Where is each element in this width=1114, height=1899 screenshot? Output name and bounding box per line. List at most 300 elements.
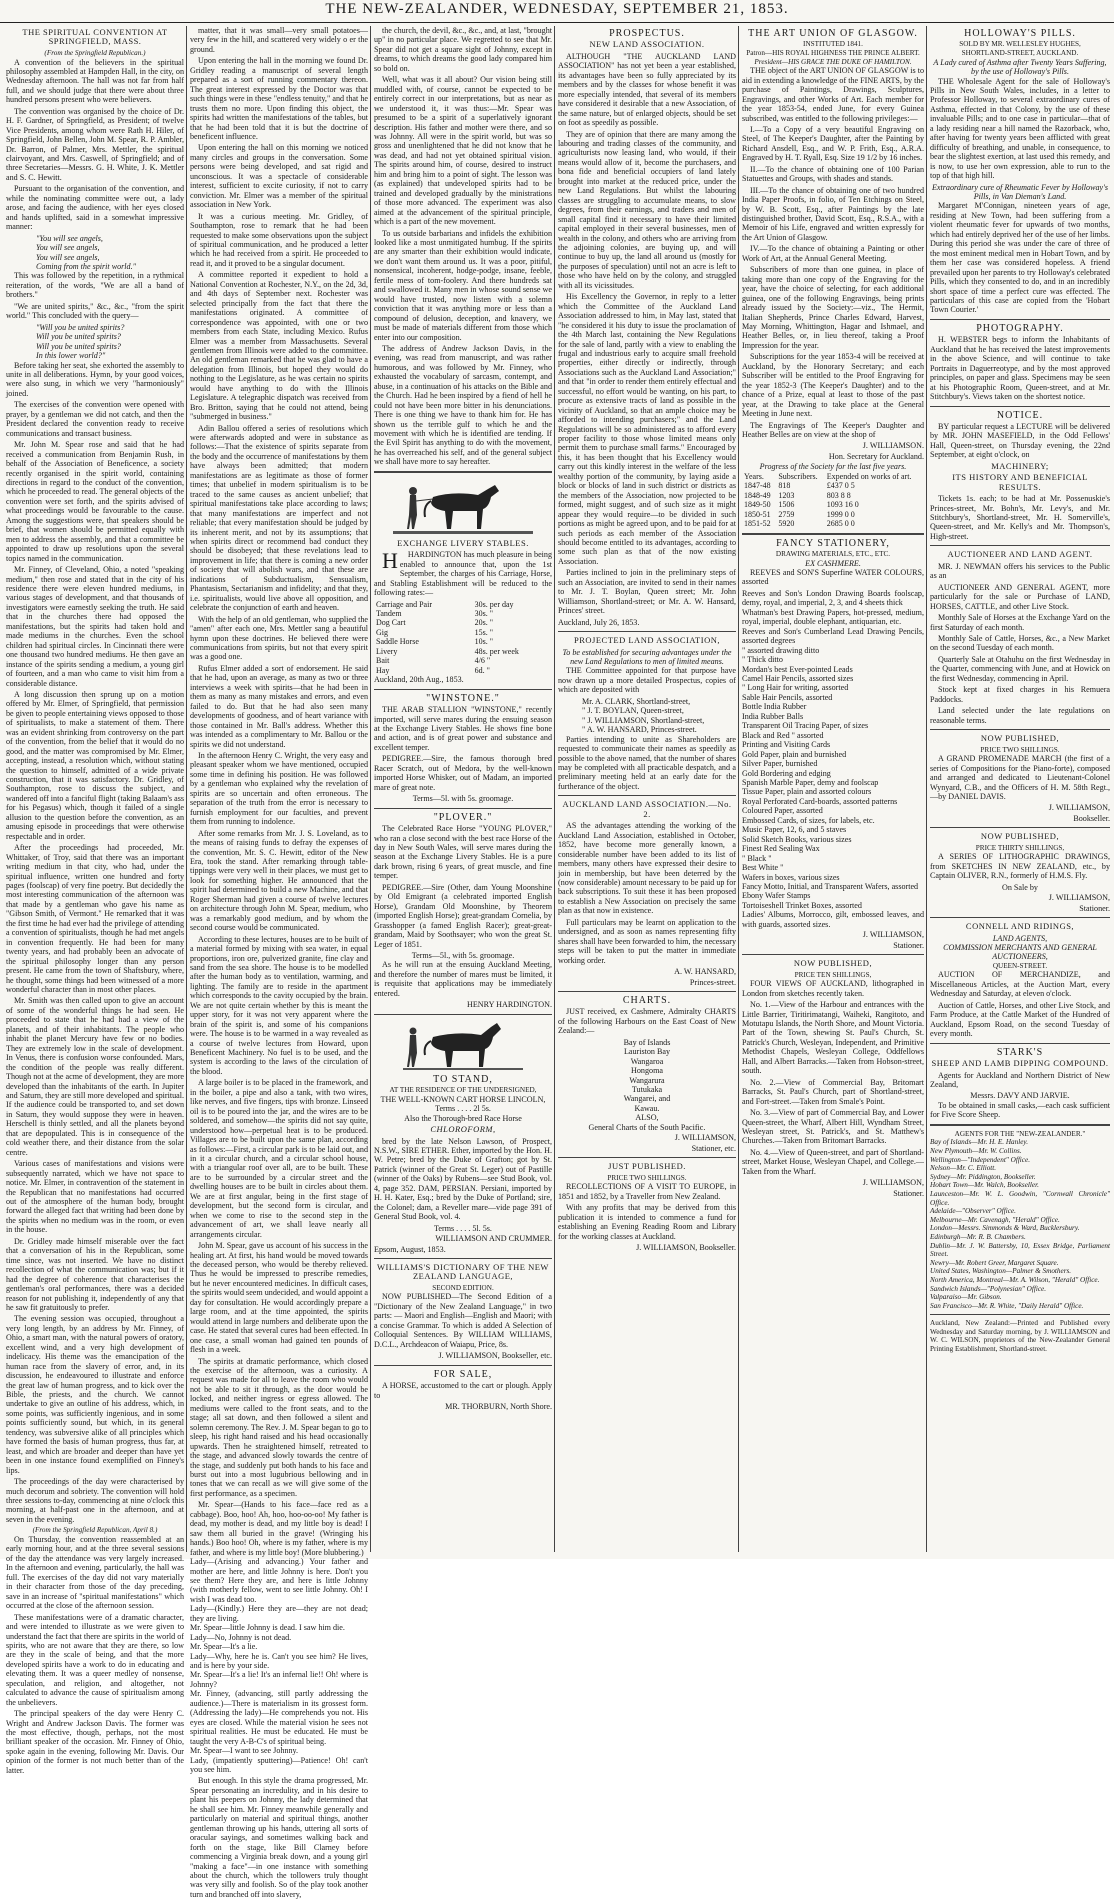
table-cell: Livery	[376, 646, 398, 656]
table-cell: 48s. per week	[474, 646, 519, 656]
table-row	[742, 491, 924, 500]
imprint: Auckland, New Zealand:—Printed and Published every Wednesday and Saturday morning, by J. WILLIAMSON and W. C. WILSON, proprietors of the New-Zealander General Printing Establishment, Shortland-street.	[930, 1319, 1110, 1354]
table-cell: 2685 0 0	[826, 519, 855, 529]
agent-item: Newry—Mr. Robert Greer, Margaret Square.	[930, 1258, 1059, 1267]
ad-body: bred by the late Nelson Lawson, of Prospect, N.S.W., SIRE ETHER. Ether, imported by the Hon. H. W. Petre; bred by the Duke of Grafton; got by St. Patrick (winner of the Great St. Leger) out of Pastille (winner of the Oaks) by Rubens—see Stud Book, vol. 4, page 352. DAM, PERSIAN. Persiani, imported by H. H. Kater, Esq.; bred by the Duke of Portland; sire, the Colonel; dam, a Reveller mare—vide page 391 of General Stud Book, vol. 4.	[374, 1136, 552, 1222]
ad-body: On Sale by	[1002, 882, 1038, 892]
table-header-row	[742, 472, 924, 481]
divider	[374, 689, 552, 690]
paragraph: Mr. John M. Spear rose and said that he had received a communication from Benjamin Rush, in behalf of the Association of Beneficence, a society recently organised in the spirit world, containing directions in regard to the conduct of the convention, which he proceeded to read. The general objects of the convention were set forth, and the spirits advised of what proceedings would be favourable to the cause. Among the suggestions were, that speakers should be brief, that women should be permitted equally with men to address the assembly, and that a committee be appointed to draw up resolutions upon the several topics named in the communication.	[6, 440, 184, 563]
poem	[36, 234, 184, 272]
paragraph: Dr. Gridley made himself miserable over the fact that a conversation of his in the Republican, some time since, was not inserted. We have no distinct recollection of what the communication was; but if it had the degree of coherence that characterises the gentleman's oral performances, there was a decided reason for not publishing it, independently of any that he saw fit gratuitously to prefer.	[6, 1236, 184, 1312]
table-cell: 30s. per day	[474, 599, 514, 609]
table-cell: 1093 16 0	[826, 500, 859, 510]
divider	[930, 827, 1110, 828]
ad-signature: J. WILLIAMSON, Bookseller, etc.	[438, 1351, 552, 1361]
paragraph: The proceedings of the day were characterised by much decorum and sobriety. The convention will hold three sessions to-day, commencing at nine o'clock this morning, at half-past one in the afternoon, and at seven in the evening.	[6, 1477, 184, 1524]
paragraph: But enough. In this style the drama progressed, Mr. Spear personating an incredulity, and in his desire to plant his peepers on Johnny, the lady determined that he shall see him. Mr. Finney meanwhile generally and particularly on material and spiritual things, another gentleman throwing up his hands, uttering all sorts of oracular sayings, and sometimes walking back and forth on the stage, like Bill Clarney before commencing a Virginia break down, and a young girl "making a face"—in one instance with something about the church, which the tollowers truly thought was very silly and foolish. So of the play took another turn and branched off into slavery,	[190, 1776, 368, 1899]
ad-subtitle: SECOND EDITION.	[432, 1283, 494, 1292]
list-item: " Black "	[742, 853, 772, 863]
ad-subtitle: Extraordinary cure of Rheumatic Fever by Holloway's Pills, in Van Dieman's Land.	[931, 182, 1108, 201]
ad-body: H. WEBSTER begs to inform the Inhabitants of Auckland that he has received the latest improvements in the above Science, and will continue to take Portraits in Daguerreotype, and by the most approved principles, on paper and glass. Specimens may be seen at his Photographic Room, Queen-street, and at Mr. Stitchbury's. Views taken on the shortest notice.	[930, 335, 1110, 402]
ad-subtitle: COMMISSION MERCHANTS AND GENERAL AUCTIONEERS,	[943, 942, 1097, 962]
paragraph: "We are united spirits," &c., &c., "from the spirit world." This concluded with the query—	[6, 301, 184, 321]
ad-terms: Terms . . . . 2l 5s.	[435, 1104, 491, 1114]
ad-signature: HENRY HARDINGTON.	[467, 1000, 552, 1010]
agent-item: London—Messrs. Simmonds & Ward, Bucklersbury.	[930, 1224, 1080, 1233]
table-cell: Hay	[376, 665, 390, 675]
ad-title: STARK'S	[996, 1046, 1044, 1058]
column-4	[558, 26, 736, 1552]
table-row	[374, 666, 552, 675]
paragraph: A long discussion then sprung up on a motion offered by Mr. Elmer, of Springfield, that permission be given to people entertaining views opposed to those of spiritualists, to make a statement of them. There was an evident shrinking from controversy on the part of the convention, from the belief that it would do no good, and the matter was compromised by Mr. Elmer, accepting, instead, a resolution which, without stating the question to himself, admitted of a wide private construction, that it was satisfactory. Dr. Gridley, of Southampton, rose to discuss the subject, and wandered off into a fanciful flight (taking Balaam's ass for his Pegasus) which, though it failed of a single allusion to the question before the convention, as an amusing episode in proceedings that were otherwise respectable and in order.	[6, 689, 184, 841]
list-item: Royal Perforated Card-boards, assorted patterns	[742, 796, 898, 806]
table-cell: 1849-50	[744, 500, 771, 510]
list-item: Printing and Visiting Cards	[742, 740, 831, 750]
agent-item: Edinburgh—Mr. R. B. Chambers.	[930, 1232, 1026, 1241]
table-cell: 5920	[778, 519, 795, 529]
ad-signature: J. WILLIAMSON.	[862, 441, 924, 451]
list-item: Best White "	[742, 863, 784, 873]
paragraph: The spirits at dramatic performance, which closed the exercise of the afternoon, was a curiosity. A request was made for all to leave the room who would not be able to sit it through, as the door would be locked, and neither ingress or egress allowed. The mediums were called to the front seats, and to the stage; all sat down, and then followed a silent and solemn ceremony. The Rev. J. M. Spear began to go to sleep, his right hand raised and his head occasionally upwards. Then he straightened himself, retreated to the stage, and advanced slowly towards the centre of the stage, and suddenly put both hands to his face and burst out into a most lugubrious bellowing and in tones that we can recall as we will give some of the first performance, as a specimen.	[190, 1356, 368, 1498]
ad-body: IV.—To the chance of obtaining a Painting or other Work of Art, at the Annual General Meeting.	[742, 244, 924, 263]
table-row	[374, 628, 552, 637]
ad-subtitle: PRICE THIRTY SHILLINGS,	[975, 843, 1065, 852]
ad-title: PROJECTED LAND ASSOCIATION,	[574, 635, 720, 646]
table-row	[374, 609, 552, 618]
table-row	[742, 510, 924, 519]
poem-line: You will see angels,	[36, 252, 100, 262]
column-rule	[370, 26, 371, 1552]
table-header: Expended on works of art.	[826, 471, 912, 481]
ad-signature: Hon. Secretary for Auckland.	[828, 451, 924, 461]
poem-line: "Will you be united spirits?	[36, 322, 125, 332]
list-item: Bay of Islands	[623, 1037, 671, 1047]
ad-body: AUCTIONEER AND GENERAL AGENT, more particularly for the sale or Purchase of LAND, HORSES, CATTLE, and other Live Stock.	[930, 582, 1110, 611]
ad-body	[374, 550, 552, 597]
list-item: Wangarura	[629, 1075, 665, 1085]
ad-body: II.—To the chance of obtaining one of 100 Parian Statuettes and Groups, with shades and stands.	[742, 164, 924, 184]
ad-subtitle: A Lady cured of Asthma after Twenty Years Suffering, by the use of Holloway's Pills.	[933, 57, 1107, 77]
ad-body: Subscribers of more than one guinea, in place of taking more than one copy of the Engraving for the year, have the choice of selecting, for each additional guinea, one of the following Engravings, being prints already issued by the Society:—viz., The Hermit, Italian Shepherds, Prince Charles Edward, Harvest, May Morning, Whittington, Hagar and Ishmael, and Heather Belles, or, in lieu thereof, taking a Proof Impression for the year.	[742, 265, 924, 350]
ad-body: Also the Thorough-bred Race Horse	[404, 1113, 522, 1123]
ad-body: MR. J. NEWMAN offers his services to the Public as an	[930, 561, 1110, 581]
paragraph: This was followed by the repetition, in a rythmical reiteration, of the words, "We are all a band of brothers."	[6, 271, 184, 300]
table-cell: 1506	[778, 500, 795, 510]
ad-body: PEDIGREE.—Sire (Other, dam Young Moonshine by Old Emigrant (a celebrated imported English Horse), Grandam Old Moonshine, by Theorem (imported English Horse); great-grandam Cornelia, by Grasshopper (a famed English Racer); great-great-grandam, Maid by Soothsayer; who won the great St. Leger of 1851.	[374, 882, 552, 949]
ad-body: THE ARAB STALLION "WINSTONE," recently imported, will serve mares during the ensuing season at the Exchange Livery Stables. He shows fine bone and action, and is of great power and substance and excellent temper.	[374, 705, 552, 752]
paragraph: Rufus Elmer added a sort of endorsement. He said that he had, upon an average, as many as two or three interviews a week with spirits—that he had been in them as many as many mistakes and errors, and even failed to do. But that he had also seen many developments of goodness, and of heart variance with those contained in Mr. Ball's address. Whether this was intended as a complimentary to Mr. Ballou or the spirits we did not understand.	[190, 663, 368, 749]
paragraph: matter, that it was small—very small potatoes—very few in the hill, and scattered very widely o er the ground.	[190, 26, 368, 54]
ad-signature: J. WILLIAMSON,	[674, 1133, 736, 1143]
list-item: Wangarei, and	[623, 1094, 671, 1104]
ad-body: RECOLLECTIONS OF A VISIT TO EUROPE, in 1851 and 1852, by a Traveller from New Zealand.	[558, 1182, 736, 1201]
paragraph: Mr. Finney, of Cleveland, Ohio, a noted "speaking medium," then rose and stated that in the city of his residence there were eleven hundred mediums, in various stages of development, and that thousands of investigators were earnestly seeking the truth. He said that in the churches there had opposed the manifestations, but the spirits had taken hold and made mediums in the churches. Even the school children had spiritual circles. In Cincinnati there were one thousand two hundred mediums. He then gave an instance of the spirits sending a medium, a young girl of fourteen, and a man who came to visit him from a considerable distance.	[6, 565, 184, 688]
ad-subtitle: PRICE TWO SHILLINGS.	[980, 745, 1060, 754]
divider	[558, 795, 736, 796]
list-item: " Long Hair for writing, assorted	[742, 683, 849, 693]
drop-cap: H	[382, 548, 398, 574]
paragraph: The principal speakers of the day were Henry C. Wright and Andrew Jackson Davis. The former was the most effective, though, perhaps, not the most brilliant speaker of the occasion. Mr. Finney of Ohio, spoke again in the evening, following Mr. Davis. Our opinion of the former is not much better than of the latter.	[6, 1709, 184, 1775]
agent-item: United States, Washington—Palmer & Smothers.	[930, 1267, 1072, 1276]
ad-patron: Patron—HIS ROYAL HIGHNESS THE PRINCE ALBERT.	[746, 49, 920, 58]
table-row	[374, 647, 552, 656]
ad-body: REEVES and SON'S Superfine WATER COLOURS, assorted	[742, 568, 924, 587]
list-item: Mr. A. CLARK, Shortland-street,	[582, 696, 691, 706]
divider	[558, 1157, 736, 1158]
list-item: Hongoma	[631, 1066, 663, 1076]
table-cell: 818	[778, 481, 791, 491]
agent-item: Launceston—Mr. W. L. Goodwin, "Cornwall Chronicle" Office.	[930, 1189, 1110, 1207]
ad-title: CHARTS.	[622, 994, 672, 1006]
ad-signature: MR. THORBURN, North Shore.	[445, 1402, 552, 1412]
divider	[742, 533, 924, 535]
divider	[374, 1014, 552, 1015]
list-item: Lauriston Bay	[623, 1047, 671, 1057]
list-item: India Rubber Balls	[742, 711, 804, 721]
paragraph: These manifestations were of a dramatic character, and were intended to illustrate as we were given to understand the fact that there are spirits in the world of spirits, who are not aware that they are there, so low are they in the scale of being, and that the more developed spirits have a work to do in educating and elevating them. It was a queer medley of nonsense, speculation, and religion, and altogether, not calculated to advance the cause of spiritualism among the unbelievers.	[6, 1612, 184, 1707]
column-3	[374, 26, 552, 1552]
list-item: " assorted drawing ditto	[742, 645, 820, 655]
list-item: Fancy Motto, Initial, and Transparent Wafers, assorted	[742, 881, 919, 891]
ad-body: General Charts of the South Pacific.	[588, 1122, 706, 1132]
dialogue: Mr. Spear—(Hands to his face—face red as a cabbage). Boo, hoo! Ah, hoo, hoo-oo-oo! My father is dead, my mother is dead, and my little boy is dead! I saw them all buried in the grave! (Wringing his hands.) Boo hoo! Oh, where is my father, where is my father, and where is my little boy! (More blubbering.) Lady—(Arising and advancing.) Your father and mother are here, and little Johnny is here. Don't you see them? Here they are, and here is little Johnny (with motherly fellow, went to see little Johnny. Oh! I wish I was dead too. Lady—(Kindly.) Here they are—they are not dead; they are living. Mr. Spear—little Johnny is dead. I saw him die. Lady—No, Johnny is not dead. Mr. Spear—It's a lie. Lady—Why, here he is. Can't you see him? He lives, and is here by your side. Mr. Spear—It's a lie! It's an infernal lie!! Oh! where is Johnny? Mr. Finney, (advancing, still partly addressing the audience.)—There is materialism in its grossest form. (Addressing the lady)—He comprehends you not. His eyes are closed. While the material vision he sees not spiritual realities. He must be educated. He must be taught the very A-B-C's of spiritual being. Mr. Spear—I want to see Johnny. Lady, (impatiently sputtering)—Patience! Oh! can't you see him.	[190, 1500, 368, 1775]
ad-body: They are of opinion that there are many among the labouring and trading classes of the community, and agriculturists now leasing land, who would, if their means would allow of it, become the purchasers, and bona fide and beneficial occupiers of land lately brought into market at the reduced price, under the new Land Regulations. But whilst the labouring classes are struggling to accumulate means, to slow degrees, from their earnings, and traders and men of small capital find it necessary to have their limited capital employed in their several businesses, men of wealth in the colony, and others who are arriving from the adjoining colonies, are buying up, and will continue to buy up, the land all around us (mostly for the purposes of speculation) until not an acre is left to those who have held on by the colony, and struggled with all its vicissitudes.	[558, 129, 736, 290]
paragraph: After some remarks from Mr. J. S. Loveland, as to the means of raising funds to defray the expenses of the convention, Mr. S. C. Hewitt, editor of the New Era, took the stand. After remarking through table-tippings were very well in their places, we must get to look for something higher. He announced that the spirit had determined to build a new Machine, and that Roger Sherman had given a course of twelve lectures on architecture through John M. Spear, medium, who was a remarkably good medium, and by whom the second course would be communicated.	[190, 828, 368, 933]
ad-title: HOLLOWAY'S PILLS.	[964, 28, 1076, 39]
poem-line: Will you be united spirits?	[36, 332, 121, 342]
list-item: Gold Bordering and edging	[742, 768, 831, 778]
table-row	[374, 637, 552, 646]
ad-body: AUCTION OF MERCHANDIZE, and Miscellaneous Articles, at the Auction Mart, every Wednesday and Saturday, at eleven o'clock.	[930, 970, 1110, 999]
agent-item: Bay of Islands—Mr. H. E. Hanley.	[930, 1138, 1029, 1147]
table-cell: 1850-51	[744, 509, 771, 519]
ad-body: Full particulars may be learnt on application to the undersigned, and as soon as names representing fifty shares shall have been forwarded to him, the necessary steps will be taken to put the matter in immediate working order.	[558, 917, 736, 965]
table-row	[374, 618, 552, 627]
table-cell: 803 8 8	[826, 490, 851, 500]
list-item: Silver Paper, burnished	[742, 759, 818, 769]
ad-body: Monthly Sale of Horses at the Exchange Yard on the first Saturday of each month.	[930, 613, 1110, 632]
ad-title: CONNELL AND RIDINGS,	[965, 921, 1075, 932]
ad-title: NOW PUBLISHED,	[980, 831, 1060, 842]
column-1	[6, 26, 184, 1775]
table-cell: Carriage and Pair	[376, 599, 432, 609]
divider	[930, 729, 1110, 730]
ad-subtitle: SOLD BY MR. WELLESLEY HUGHES,	[959, 40, 1081, 49]
paragraph: Mr. Smith was then called upon to give an account of some of the wonderful things he had seen. He proceeded to state that he had had a view of the planets, and of their inhabitants. The people who inhabit the planet Mercury have few or no bodies. They are extremely low in the scale of development. In Venus, there is confusion worse confounded. Mars, the condition of the people was really different. Though not at the acme of development, they are more developed than the inhabitants of the earth. In Jupiter and Saturn, they are still more developed and spiritual. If the audience could be transported to, and set down in Saturn, they would suppose they were in heaven. Herschell is thinly settled, and all the planets beyond that are depopulated. This is in consequence of the cold weather there, and their distance from the solar centre.	[6, 996, 184, 1157]
table-title: Progress of the Society for the last five years.	[759, 462, 907, 472]
table-cell: 4/6 "	[474, 656, 491, 666]
ad-signature: Bookseller.	[1073, 813, 1110, 823]
ad-body: Parties intending to unite as Shareholders are requested to communicate their names as speedily as possible to the above named, that the number of shares may be completed with all practicable despatch, and a preliminary meeting held at an early date for the furtherance of the object.	[558, 734, 736, 791]
list-item: Sable Hair Pencils, assorted	[742, 692, 833, 702]
ad-body: JUST received, ex Cashmere, Admiralty CHARTS of the following Harbours on the East Coast of New Zealand:—	[558, 1007, 736, 1036]
agent-item: Nelson—Mr. C. Elliott.	[930, 1164, 997, 1173]
ad-subtitle: LAND AGENTS,	[992, 933, 1048, 943]
list-item: Reeves and Son's Cumberland Lead Drawing Pencils, assorted degrees	[742, 626, 924, 646]
column-rule	[926, 26, 927, 1552]
ad-body: NOW PUBLISHED—The Second Edition of a "Dictionary of the New Zealand Language," in two parts: — Maori and English—English and Maori; with a concise Grammar. To which is added A Selection of Colloquial Sentences. By WILLIAM WILLIAMS, D.C.L., Archdeacon of Waiapu, Price, 8s.	[374, 1292, 552, 1349]
article-title: THE SPIRITUAL CONVENTION AT SPRINGFIELD, MASS.	[22, 27, 168, 47]
paragraph: Various cases of manifestations and visions were subsequently narrated, which we have not space to notice. Mr. Elmer, in contravention of the statement in the Republican that no manifestations had occurred out of the atmosphere of the human body, brought forward the alleged fact that writing had been done by the spirits when no medium was in the room, or even in the house.	[6, 1159, 184, 1235]
ad-body: THE Committee appointed for that purpose have now drawn up a more detailed Prospectus, copies of which are deposited with	[558, 666, 736, 695]
agent-item: San Francisco—Mr. R. White, "Daily Herald" Office.	[930, 1301, 1084, 1310]
list-item: Reeves and Son's London Drawing Boards foolscap, demy, royal, and imperial, 2, 3, and 4 sheets thick	[742, 588, 924, 608]
ad-body: THE object of the ART UNION OF GLASGOW is to aid in extending a knowledge of the FINE ARTS, by the purchase of Paintings, Drawings, Sculptures, Engravings, and other Works of Art. Each member for the year 1853-54, ended June, for every Guinea subscribed, was entitled to the following privileges:—	[742, 66, 924, 123]
paragraph: To us outside barbarians and infidels the exhibition looked like a most unmitigated humbug. If the spirits are any smarter than their exhibition would indicate, we don't want them around us. It was a poor, pitiful, nonsensical, incoherent, hodge-podge, insane, feeble, fertile mess of tom-foolery. And there hundreds sat and swallowed it. Many men in whose sound sense we would have trusted, now listen with a solemn conviction that it was anything more or less than a compound of delusion, deception, and knavery, we must be made of materials different from those which enter into our composition.	[374, 228, 552, 342]
ad-subtitle: NEW LAND ASSOCIATION.	[589, 39, 705, 50]
agent-item: New Plymouth—Mr. W. Collins.	[930, 1147, 1022, 1156]
list-item: Solid Sketch Books, various sizes	[742, 834, 852, 844]
table-row	[374, 656, 552, 665]
list-item: Wafers in boxes, various sizes	[742, 872, 840, 882]
ad-body: Auction of Cattle, Horses, and other Live Stock, and Farm Produce, at the Cattle Market of the Hundred of Auckland, Epsom Road, on the second Tuesday of every month.	[930, 1000, 1110, 1039]
list-item: " A. W. HANSARD, Princes-street.	[582, 725, 697, 735]
ad-body: Margaret M'Connigan, nineteen years of age, residing at New Town, had been suffering from a violent rheumatic fever for upwards of two months, which had entirely deprived her of the use of her limbs. During this period she was under the care of three of the most eminent medical men in Hobart Town, and by them her case was considered hopeless. A friend prevailed upon her parents to try Holloway's celebrated Pills, which they consented to do, and in an incredibly short space of time a perfect cure was effected. The particulars of this case are copied from the 'Hobart Town Courier.'	[930, 201, 1110, 315]
divider	[930, 917, 1110, 918]
table-row	[742, 481, 924, 490]
ad-subtitle: SHORTLAND-STREET, AUCKLAND.	[961, 49, 1079, 58]
ad-title: EXCHANGE LIVERY STABLES.	[397, 537, 529, 548]
agents-title: AGENTS FOR THE "NEW-ZEALANDER."	[954, 1129, 1086, 1138]
list-item: No. 3.—View of part of Commercial Bay, and Lower Queen-street, the Wharf, Albert Hill, Wyndham Street, Wesleyan street, St. Patrick's, and St. Matthew's Churches.—Taken from Britomart Barracks.	[742, 1108, 924, 1146]
ad-body: A HORSE, accustomed to the cart or plough. Apply to	[374, 1381, 552, 1400]
paragraph: The exercises of the convention were opened with prayer, by a gentleman we did not catch, and then the President declared the convention ready to receive communications and transact business.	[6, 400, 184, 438]
ad-body: ALTHOUGH "THE AUCKLAND LAND ASSOCIATION" has not yet been a year established, its advantages have been so fully appreciated by its members and by the classes for whose benefit it was more especially intended, that several of its members have considered it desirable that a new Association, of the same nature, but of enlarged objects, should be set on foot as speedily as possible.	[558, 51, 736, 128]
rates-table	[374, 600, 552, 676]
list-item: No. 2.—View of Commercial Bay, Britomart Barracks, St. Paul's Church, part of Shortland-street, and Fort-street.—Taken from Smale's Point.	[742, 1077, 924, 1106]
divider	[930, 545, 1110, 546]
divider	[930, 1314, 1110, 1315]
ad-signature: WILLIAMSON AND CRUMMER.	[435, 1234, 552, 1244]
ad-title: "WINSTONE."	[426, 692, 500, 704]
ad-president: President—HIS GRACE THE DUKE OF HAMILTON.	[754, 57, 912, 66]
paragraph: Upon entering the hall in the morning we found Dr. Gridley reading a manuscript of several length prepared as a sort of running commentary thereon. The great interest expressed by the Doctor was that such things were in these "endless tenuity," and that he trusts them no more. Upon finding this object, the spirits had written the manifestations of the tables, but that he had been told that it is but the doctrine of beneficent influence.	[190, 56, 368, 141]
ad-signature: A. W. HANSARD,	[674, 967, 736, 977]
list-item: No. 4.—View of Queen-street, and part of Shortland-street, Market House, Wesleyan Chapel, and College.—Taken from the Wharf.	[742, 1147, 924, 1176]
list-item: Bottle India Rubber	[742, 702, 807, 712]
progress-table	[742, 472, 924, 529]
list-item: Coloured Paper, assorted	[742, 806, 823, 816]
ad-title: AUCKLAND LAND ASSOCIATION.—No. 2.	[562, 799, 732, 819]
ad-body: THE Wholesale Agent for the sale of Holloway's Pills in New South Wales, includes, in a letter to Professor Holloway, to several extraordinary cures of Asthma, effected in that Colony, by the use of these invaluable Pills; and to one case in particular—that of a lady residing near a hill named the Razorback, who, after having for twenty years been afflicted with great difficulty of breathing, and unable, in consequence, to bear the slightest exertion, at last used this remedy, and is now, to use her own expression, able to run to the top of that high hill.	[930, 76, 1110, 181]
ad-signature: Stationer.	[893, 1188, 924, 1198]
table-cell: £437 0 5	[826, 481, 855, 491]
agent-item: Dublin—Mr. J. W. Battersby, 10, Essex Bridge, Parliament Street.	[930, 1241, 1110, 1259]
ad-title: TO STAND,	[433, 1073, 493, 1085]
paragraph: It was a curious meeting. Mr. Gridley, of Southampton, rose to remark that he had been requested to make some observations upon the subject of spiritual communication, and he produced a letter which he had received from a spirit. He proceeded to read it, and it proved to be a singular document.	[190, 211, 368, 268]
poem-line: "You will see angels,	[36, 233, 103, 243]
lecture-title: ITS HISTORY AND BENEFICIAL RESULTS.	[952, 472, 1088, 492]
ad-body: FOUR VIEWS OF AUCKLAND, lithographed in London from sketches recently taken.	[742, 979, 924, 998]
ad-signature: Stationer, etc.	[691, 1143, 736, 1153]
table-cell: 10s. "	[474, 637, 494, 647]
list-item: Embossed Cards, of sizes, for labels, etc.	[742, 815, 875, 825]
agent-item: Adelaide—"Observer" Office.	[930, 1207, 1016, 1216]
paragraph: A committee reported it expedient to hold a National Convention at Rochester, N.Y., on the 2d, 3d, and 4th days of September next. Rochester was selected principally from the fact that there the manifestations originated. A committee of correspondence was appointed, with one or two members from each State, including Mexico. Rufus Elmer was a member from Massachusetts. Several gentlemen from Illinois were added to the committee. An old gentleman remarked that he was glad to have a delegation from Illinois, but hoped they would do nothing to the Legislature, as he was certain no spirits would have anything to do with the Illinois Legislature. A telegraphic dispatch was received from Bro. Britton, saying that he could not attend, being "submerged in business."	[190, 270, 368, 422]
list-item: Wangaroa	[630, 1056, 664, 1066]
ad-subtitle: SHEEP AND LAMB DIPPING COMPOUND.	[931, 1058, 1109, 1069]
list-item: Tortoiseshell Trinket Boxes, assorted	[742, 900, 862, 910]
ad-date: Epsom, August, 1853.	[374, 1244, 446, 1254]
ad-signature: J. WILLIAMSON,	[1048, 893, 1110, 903]
ad-signature: J. WILLIAMSON,	[1048, 803, 1110, 813]
agent-item: Sydney—Mr. Piddington, Bookseller.	[930, 1172, 1036, 1181]
ad-subtitle: DRAWING MATERIALS, ETC., ETC.	[775, 549, 891, 558]
list-item: Tissue Paper, plain and assorted colours	[742, 787, 872, 797]
ad-subtitle: EX CASHMERE.	[805, 558, 861, 568]
poem	[36, 323, 184, 361]
list-item: Spanish Marble Paper, demy and foolscap	[742, 778, 879, 787]
paragraph: Adin Ballou offered a series of resolutions which were afterwards adopted and were in substance as follows:—That the existence of spirits separate from the body and the occurrence of manifestations by them have always been admitted; that modern manifestations are as legitimate as those of former times; that unbelief in modern spiritualism is to be traced to the same causes as ancient unbelief; that spiritual manifestations take place according to laws; that many manifestations are imperfect and not reliable; that every manifestation should be judged by its inherent merit, and not by its assumptions; that when spirits direct or recommend bad conduct they should be disobeyed; that these revelations lead to improvement in life; that there is coming a new order of society that will abolish wars, and that these are indications of Subductualism, Sensualism, Phantasism, Sectarianism and infidelity; and that they, i.e. spiritualists, would live above all opposition, and celebrate the conjunction of earth and heaven.	[190, 423, 368, 613]
list-item: Finest Red Sealing Wax	[742, 844, 820, 854]
divider	[374, 1258, 552, 1259]
paragraph: The address of Andrew Jackson Davis, in the evening, was read from manuscript, and was rather humorous, and was followed by Mr. Finney, who exhausted the vocabulary of sarcasm, contempt, and abuse, in a continuation of his attacks on the Bible and the Church. Had he been inspired by a fiend of hell he could not have been more bitter in his denunciations. There is one thing we have to thank him for. He has shown us the terrible gulf to which he and the movement with which he is identified are tending. If the Evil Spirit has anything to do with the movement, he has overreached his self, and of the general subject we shall have more to say hereafter.	[374, 343, 552, 467]
table-cell: 1848-49	[744, 490, 771, 500]
ad-body: THE WELL-KNOWN CART HORSE LINCOLN,	[380, 1094, 546, 1104]
table-cell: 15s. "	[474, 627, 494, 637]
ad-body: Quarterly Sale at Otahuhu on the first Wednesday in the Quarter, commencing with June, and at Howick on the first Wednesday, commencing in April.	[930, 654, 1110, 683]
paragraph: A large boiler is to be placed in the framework, and in the boiler, a pipe and also a tank, with two wires, like nerves, and five fingers, tips with bronze. Linseed oil is to be poured into the jar, and the wires are to be soldered, and somehow—the spirits did not say quite, understood how—perpetual heat is to be produced. Villages are to be built upon the same plan, according as follows:—First, a circular park is to be laid out, and in it a circular church, and a circular school house, with a triangular roof over all, are to be built. These are to be surrounded by a circular street and the dwelling houses are to be built in circles about them. We are at first angular, being in the first stage of development, but the second form is circular, and when we come to rise to the second step in the advancement of art, we shall leave nearly all arrangements circular.	[190, 1078, 368, 1239]
ad-body: AS the advantages attending the working of the Auckland Land Association, established in October, 1852, have become more generally known, a considerable number have been added to its list of members, many others have expressed their desire to join in membership, but have been deterred by the (now considerable) amount necessary to be paid up for back subscriptions. To suit these it has been proposed to establish a New Association on precisely the same plan as that now in existence.	[558, 821, 736, 916]
list-item: Transparent Oil Tracing Paper, of sizes	[742, 721, 869, 731]
ad-body: As he will run at the ensuing Auckland Meeting, and therefore the number of mares must be limited, it is requisite that applications may be immediately entered.	[374, 960, 552, 998]
ad-body: A GRAND PROMENADE MARCH (the first of a series of Compositions for the Piano-forte), composed and arranged and dedicated to Lieutenant-Colonel Wynyard, C.B., and the Officers of H. M. 58th Regt.,—by DANIEL DAVIS.	[930, 754, 1110, 801]
ad-title: NOW PUBLISHED,	[980, 733, 1060, 744]
column-rule	[186, 26, 187, 1552]
table-cell: Saddle Horse	[376, 637, 419, 647]
table-cell: 30s. "	[474, 609, 494, 619]
horse-and-groom-illustration	[393, 477, 533, 535]
list-item: " J. T. BOYLAN, Queen-street,	[582, 706, 684, 716]
ad-body: ALSO,	[635, 1113, 659, 1123]
column-rule	[738, 26, 739, 1552]
paragraph: Well, what was it all about? Our vision being still muddled with, of course, cannot be expected to be entirely correct in our interpretations, but as near as we understood it, it was thus:—Mr. Spear was presumed to be a spirit of a superlatively ignorant description. His father and mother were there, and so was Johnny. All were in the spirit world, but was so gross and unenlightened that he did not know that he was dead, and had not yet obtained spiritual vision. The spirits around him, of course, desired to instruct him and bring him to a point of sight. The lesson was (as explained) that undeveloped spirits had to be trained and developed gradually by the ministrations of those more advanced. The experiment was also aimed at the advancement of the spiritual principle, which is a part of the new movement.	[374, 75, 552, 227]
table-cell: Tandem	[376, 609, 402, 619]
ad-date: Auckland, July 26, 1853.	[558, 617, 640, 627]
list	[582, 697, 736, 735]
ad-signature: J. WILLIAMSON, Bookseller.	[636, 1242, 736, 1252]
ad-title: FANCY STATIONERY,	[776, 537, 890, 549]
divider	[558, 991, 736, 992]
list	[558, 1038, 736, 1114]
ad-body: To be obtained in small casks,—each cask sufficient for Five Score Sheep.	[930, 1100, 1110, 1120]
table-row	[742, 519, 924, 528]
paragraph: After the proceedings had proceeded, Mr. Whittaker, of Troy, said that there was an important writing medium in that city, who had, under the spiritual influence, written one hundred and forty pages (foolscap) of very fine poetry. But decidedly the most interesting communication of the afternoon was that made by a gentleman who gave his name as "Gibson Smith, of Vermont." He remarked that it was the first time he had ever had the privilege of attending a convention of spiritualists, though he had met angels in convention frequently. He had been for many twenty years, and had probably been an advocate of the spiritual philosophy longer than any person present. He came from the town of Shaftsbury, where, he thought, some things had been witnessed of a more wonderful character than in most other places.	[6, 843, 184, 994]
horse-name: CHLOROFORM,	[430, 1124, 496, 1135]
table-row	[742, 500, 924, 509]
paragraph: The evening session was occupied, throughout a very long length, by an address by Mr. Finney, of Ohio, a smart man, with the natural powers of oratory, excellent wind, and a very high development of indelicacy. His theme was the emancipation of the human race from the slavery of error, and, in its discussion, he endeavoured to illustrate and enforce the great law of human progress, and to kick over the Bible, the priests, and the church. We cannot undertake to give an outline of his address, which, in some points, was sufficiently ingenious, and in some points sufficiently sound, but which, in its general tendency, was subversive alike of all principles which have formed the basis of human progress, thus far, at least, and which are broader and deeper than have yet been in one instance found exemplified on Finney's lips.	[6, 1314, 184, 1475]
ad-body: The Celebrated Race Horse "YOUNG PLOVER," who ran a close second with the best race Horse of the day in New South Wales, will serve mares during the season at the Exchange Livery Stables. He is a pure dark brown, rising 6 years, of great muscle, and fine temper.	[374, 824, 552, 881]
ad-signature: Princes-street.	[689, 977, 736, 987]
divider	[930, 406, 1110, 407]
ad-title: PHOTOGRAPHY.	[976, 322, 1064, 334]
ad-body: I.—To a Copy of a very beautiful Engraving on Steel, of The Keeper's Daughter, after the Painting by Richard Ansdell, Esq., and W. P. Frith, Esq., A.R.A. Engraved by H. T. Ryall, Esq. Size 19 1/2 by 16 inches.	[742, 124, 924, 163]
divider	[930, 1124, 1110, 1126]
paragraph: Pursuant to the organisation of the convention, and while the nominating committee were out, a lady arose, and facing the audience, with her eyes closed and hands uplifted, said in a somewhat impressive manner:	[6, 184, 184, 232]
ad-body: Parties inclined to join in the preliminary steps of such an Association, are invited to send in their names to Mr. J. T. Boylan, Queen street; Mr. John Williamson, Shortland-street; or Mr. A. W. Hansard, Princes' street.	[558, 568, 736, 616]
paragraph: John M. Spear, gave us account of his success in the healing art. At first, his hand would be moved towards the deceased person, who would be thereby relieved. Thus he would be impressed to prescribe remedies, but he never encountered medicines. In difficult cases, the spirits would seem undecided, and would appoint a day for consultation. He would accordingly prepare a large room, and at the time appointed, the spirits would attend in large numbers and deliberate upon the case. He stated that several cures had been effected. In one case, a small woman had gained ten pounds of flesh in a week.	[190, 1241, 368, 1355]
list-item: Black and Red " assorted	[742, 730, 824, 740]
table-cell: 1851-52	[744, 519, 771, 529]
ad-title: THE ART UNION OF GLASGOW.	[748, 28, 918, 39]
ad-title: AUCTIONEER AND LAND AGENT.	[947, 549, 1093, 560]
column-5	[742, 26, 924, 1552]
list-item: Music Paper, 12, 6, and 5 staves	[742, 825, 847, 835]
table-cell: 1999 0 0	[826, 509, 855, 519]
column-6	[930, 26, 1110, 1552]
ad-body: Monthly Sale of Cattle, Horses, &c., a New Market on the second Tuesday of each month.	[930, 634, 1110, 653]
table-cell: 1203	[778, 490, 795, 500]
list-item: Whatman's best Drawing Papers, hot-pressed, medium, royal, imperial, double elephant, antiquarian, etc.	[742, 607, 924, 627]
ad-title: FOR SALE,	[433, 1368, 493, 1380]
paragraph: In the afternoon Henry C. Wright, the very easy and pleasant speaker whom we have mentioned, occupied some time in defining his position. He was followed by a gentleman who explained why the revelation of spirits are so uncertain and often erroneous. The separation of the truth from the error is necessary to furnish employment for our faculties, and prevent them from running to indolence.	[190, 750, 368, 827]
masthead: THE NEW-ZEALANDER, WEDNESDAY, SEPTEMBER 21, 1853.	[0, 0, 1114, 23]
lecture-title: MACHINERY;	[991, 460, 1049, 471]
ad-title: "PLOVER."	[433, 811, 493, 823]
ad-subtitle: To be established for securing advantages under the new Land Regulations to men of limited means.	[562, 647, 732, 666]
ad-body: III.—To the chance of obtaining one of two hundred India Paper Proofs, in folio, of Ten Etchings on Steel, by W. B. Scott, Esq., after Paintings by the late distinguished brother, David Scott, Esq., R.S.A., with a Memoir of his Life, engraved and written expressly for the Art Union of Glasgow.	[742, 185, 924, 242]
agent-item: North America, Montreal—Mr. A. Wilson, "Herald" Office.	[930, 1275, 1100, 1284]
ad-title: NOW PUBLISHED,	[793, 958, 873, 969]
ad-body: Subscriptions for the year 1853-4 will be received at Auckland, by the Honorary Secretary; and each Subscriber will be entitled to the Proof Engraving for the year 1852-3 (The Keeper's Daughter) and to the chance of a Prize, equal at least to those of the past year, at the Drawing to take place at the General Meeting in June next.	[742, 352, 924, 419]
agent-item: Hobart Town—Mr. Walch, Bookseller.	[930, 1181, 1039, 1190]
divider	[374, 808, 552, 809]
divider	[374, 471, 552, 473]
table-header: Years.	[744, 471, 764, 481]
ad-terms: Terms—5l. with 5s. groomage.	[412, 794, 514, 804]
divider	[930, 1043, 1110, 1044]
agent-item: Sandwich Islands—"Polynesian" Office.	[930, 1284, 1047, 1293]
table-header: Subscribers.	[778, 471, 818, 481]
ad-date: Auckland, 20th Aug., 1853.	[374, 675, 464, 685]
list-item: Camel Hair Pencils, assorted sizes	[742, 674, 854, 684]
paragraph: A convention of the believers in the spiritual philosophy assembled at Hampden Hall, in the city, on Wednesday afternoon. The hall was not far from half full, and we should judge that there were about three hundred persons present who were believers.	[6, 57, 184, 105]
list-item: Mordan's best Ever-pointed Leads	[742, 664, 853, 674]
poem-line: In this lower world?"	[36, 351, 106, 361]
ad-title: NOTICE.	[996, 409, 1044, 421]
ad-title: WILLIAMS'S DICTIONARY OF THE NEW ZEALAND LANGUAGE,	[377, 1261, 549, 1282]
ad-body: PEDIGREE.—Sire, the famous thorough bred Racer Scratch, out of Medora, by the well-known imported Horse Whisker, out of Madam, an imported mare of great note.	[374, 754, 552, 792]
ad-title: PROSPECTUS.	[609, 28, 685, 39]
list-item: " J. WILLIAMSON, Shortland-street,	[582, 715, 705, 725]
ad-body: With any profits that may be derived from this publication it is intended to commence a fund for establishing an Evening Reading Room and Library for the working classes at Auckland.	[558, 1203, 736, 1241]
article-source: (From the Springfield Republican.)	[44, 48, 146, 57]
list-item: Gold Paper, plain and burnished	[742, 749, 847, 759]
ad-subtitle: QUEEN-STREET.	[992, 961, 1048, 970]
ad-title: JUST PUBLISHED.	[608, 1161, 686, 1172]
table-cell: 1847-48	[744, 481, 771, 491]
ad-body: Stock kept at fixed charges in his Remuera Paddocks.	[930, 685, 1110, 704]
table-cell: Bait	[376, 656, 390, 666]
poem-line: You will see angels,	[36, 243, 100, 253]
ad-subtitle: PRICE TEN SHILLINGS,	[794, 970, 872, 979]
ad-subtitle: INSTITUTED 1841.	[803, 40, 863, 49]
divider	[558, 631, 736, 632]
ad-terms: Terms—5l., with 5s. groomage.	[411, 950, 515, 960]
divider	[930, 319, 1110, 320]
ad-terms: Terms . . . . 5l. 5s.	[434, 1223, 492, 1233]
agent-item: Valparaiso—Mr. Gibson.	[930, 1293, 1002, 1302]
divider	[742, 954, 924, 955]
paragraph: On Thursday, the convention reassembled at an early morning hour, and at the three several sessions of the day the attendance was very largely increased. In the afternoon and evening, particularly, the hall was full. The exercises of the day did not vary materially in their character from those of the day preceding, save in an increase of "spiritual manifestations" which occurred at the close of the afternoon session.	[6, 1534, 184, 1611]
ad-signature: J. WILLIAMSON,	[862, 930, 924, 940]
divider	[374, 1365, 552, 1366]
ad-body: His Excellency the Governor, in reply to a letter which the Committee of the Auckland Land Association addressed to him, in May last, stated that "he considered it his duty to issue the proclamation of the 4th March last, containing the New Regulations for the sale of land, partly with a view to enabling the frugal and industrious early to acquire small freehold properties, either directly or indirectly, through Associations such as the Auckland Land Association;" and that "in order to render them entirely effectual and successful, no effort would be wanting, on his part, to procure as extensive tracts of land as possible in the vicinity of Auckland, so that an ample choice may be afforded to intending purchasers;" and the Land Regulations will be so administered as to afford every proper facility to those whose limited means only permit them to purchase small farms." Encouraged by this, it has been thought that his Excellency would carry out this kindly interest in the welfare of the less wealthy portion of the community, by laying aside a block or blocks of land in such district or districts as the members of the Association, now projected to be formed, might suggest, and of such size as it might appear they would require—to be divided in such portions as might be agreed upon, and to be paid for at such periods as each member of the Association should become entitled to its advantages, according to some such plan as that of the now existing Association.	[558, 292, 736, 566]
paragraph: Upon entering the hall on this morning we noticed many circles and groups in the conversation. Some persons were being developed, and sat rigid and unconscious. It was a spectacle of considerable interest, sufficient to excite curiosity, if not to carry conviction. Mr. Elmer was a member of the spiritual association in New York.	[190, 143, 368, 210]
paragraph: Before taking her seat, she exhorted the assembly to unite in all deliberations. Hymn, by your good voices, were also sung, in which we very "harmoniously" joined.	[6, 360, 184, 398]
list-item: No. 1.—View of the Harbour and entrances with the Little Barrier, Tiritirimatangi, Waiheki, Rangitoto, and Motutapu Islands, the North Shore, and Mount Victoria. Part of the Town, shewing St. Paul's Church, St. Patrick's Church, Wesleyan, Independent, and Primitive Methodist Chapels, Wesleyan College, Oddfellows Hall, and Albert Barracks.—Taken from Hobson-street, south.	[742, 1000, 924, 1076]
